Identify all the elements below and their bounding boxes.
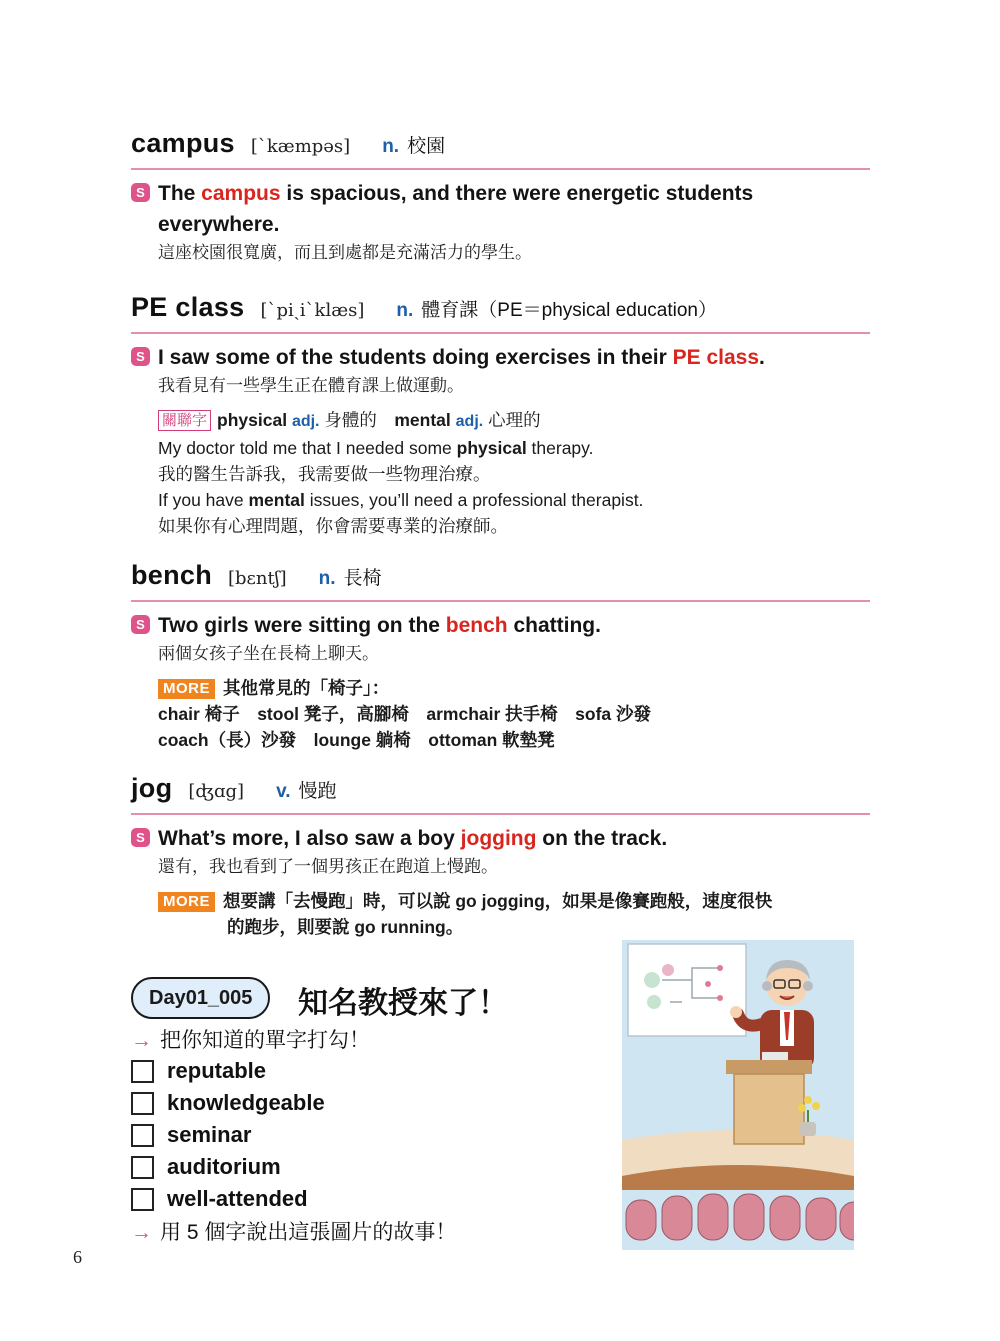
- sentence-s-icon: S: [131, 828, 150, 847]
- headword: jog: [131, 773, 173, 803]
- professor-lecture-illustration: [622, 940, 854, 1250]
- chinese-gloss: 體育課（PE＝physical education）: [421, 300, 717, 321]
- sentence-chinese: 還有，我也看到了一個男孩正在跑道上慢跑。: [158, 857, 498, 876]
- part-of-speech: n.: [318, 568, 336, 589]
- divider: [131, 813, 870, 815]
- checklist-item[interactable]: well-attended: [131, 1186, 308, 1212]
- pronunciation: [ʤɑg]: [188, 781, 245, 802]
- checklist-item[interactable]: knowledgeable: [131, 1090, 325, 1116]
- arrow-right-icon: →: [131, 1029, 152, 1052]
- sentence-s-icon: S: [131, 615, 150, 634]
- checkbox[interactable]: [131, 1124, 154, 1147]
- entry-jog: [131, 773, 870, 940]
- more-line: coach（長）沙發 lounge 躺椅 ottoman 軟墊凳: [158, 730, 555, 750]
- related-example-chinese: 我的醫生告訴我，我需要做一些物理治療。: [158, 464, 491, 484]
- more-badge: MORE: [158, 679, 215, 699]
- story-prompt: → 用 5 個字說出這張圖片的故事！: [131, 1221, 457, 1244]
- day-label-pill: Day01_005: [131, 977, 270, 1019]
- checklist-item[interactable]: seminar: [131, 1122, 251, 1148]
- related-example-english: If you have mental issues, you’ll need a professional therapist.: [158, 490, 644, 510]
- more-line: 的跑步，則要說 go running。: [227, 917, 464, 937]
- example-sentence: [131, 342, 870, 399]
- part-of-speech: n.: [382, 136, 400, 157]
- sentence-chinese: 兩個女孩子坐在長椅上聊天。: [158, 644, 379, 663]
- checklist-instruction: → 把你知道的單字打勾！: [131, 1029, 370, 1052]
- entry-campus: [131, 128, 870, 266]
- checkbox[interactable]: [131, 1188, 154, 1211]
- more-note: [158, 675, 870, 753]
- entry-bench: [131, 560, 870, 753]
- checklist-item[interactable]: reputable: [131, 1058, 266, 1084]
- related-words-line: 關聯字 physical adj. 身體的 mental adj. 心理的: [158, 407, 870, 435]
- headword-row: [131, 773, 870, 807]
- entry-pe-class: [131, 292, 870, 539]
- checklist-item[interactable]: auditorium: [131, 1154, 281, 1180]
- more-line: MORE 想要講「去慢跑」時，可以說 go jogging，如果是像賽跑般，速度很快: [158, 888, 870, 914]
- pronunciation: [bɛntʃ]: [228, 568, 287, 589]
- example-sentence: [131, 178, 870, 266]
- more-line: chair 椅子 stool 凳子，高腳椅 armchair 扶手椅 sofa 沙發: [158, 704, 651, 724]
- sentence-english: What’s more, I also saw a boy jogging on the track.: [158, 827, 668, 850]
- headword-row: [131, 560, 870, 594]
- more-note: [158, 888, 870, 940]
- example-sentence: [131, 610, 870, 667]
- divider: [131, 168, 870, 170]
- headword: PE class: [131, 292, 245, 322]
- checkbox[interactable]: [131, 1060, 154, 1083]
- chinese-gloss: 校園: [407, 136, 446, 157]
- part-of-speech: n.: [396, 300, 414, 321]
- part-of-speech: v.: [276, 781, 291, 802]
- day-title: 知名教授來了！: [298, 987, 508, 1020]
- sentence-chinese: 這座校園很寬廣，而且到處都是充滿活力的學生。: [158, 243, 532, 262]
- related-words-note: [158, 407, 870, 539]
- example-sentence: [131, 823, 870, 880]
- headword: campus: [131, 128, 235, 158]
- arrow-right-icon: →: [131, 1221, 152, 1244]
- more-title: MORE 其他常見的「椅子」：: [158, 675, 870, 701]
- pronunciation: [ˋkæmpəs]: [250, 136, 351, 157]
- sentence-chinese: 我看見有一些學生正在體育課上做運動。: [158, 376, 464, 395]
- sentence-english: I saw some of the students doing exercises in their PE class.: [158, 346, 765, 369]
- pronunciation: [ˋpiˏiˋklæs]: [260, 300, 365, 321]
- related-example-chinese: 如果你有心理問題，你會需要專業的治療師。: [158, 516, 508, 536]
- sentence-english: Two girls were sitting on the bench chatting.: [158, 614, 601, 637]
- related-example-english: My doctor told me that I needed some physical therapy.: [158, 438, 594, 458]
- checkbox[interactable]: [131, 1092, 154, 1115]
- divider: [131, 600, 870, 602]
- headword-row: [131, 128, 870, 162]
- chinese-gloss: 長椅: [343, 568, 382, 589]
- page-number: 6: [73, 1247, 82, 1267]
- more-badge: MORE: [158, 892, 215, 912]
- sentence-s-icon: S: [131, 347, 150, 366]
- sentence-s-icon: S: [131, 183, 150, 202]
- headword-row: [131, 292, 870, 326]
- headword: bench: [131, 560, 213, 590]
- chinese-gloss: 慢跑: [298, 781, 337, 802]
- divider: [131, 332, 870, 334]
- related-words-badge: 關聯字: [158, 410, 211, 431]
- checkbox[interactable]: [131, 1156, 154, 1179]
- sentence-english: The campus is spacious, and there were energetic students everywhere.: [158, 182, 754, 236]
